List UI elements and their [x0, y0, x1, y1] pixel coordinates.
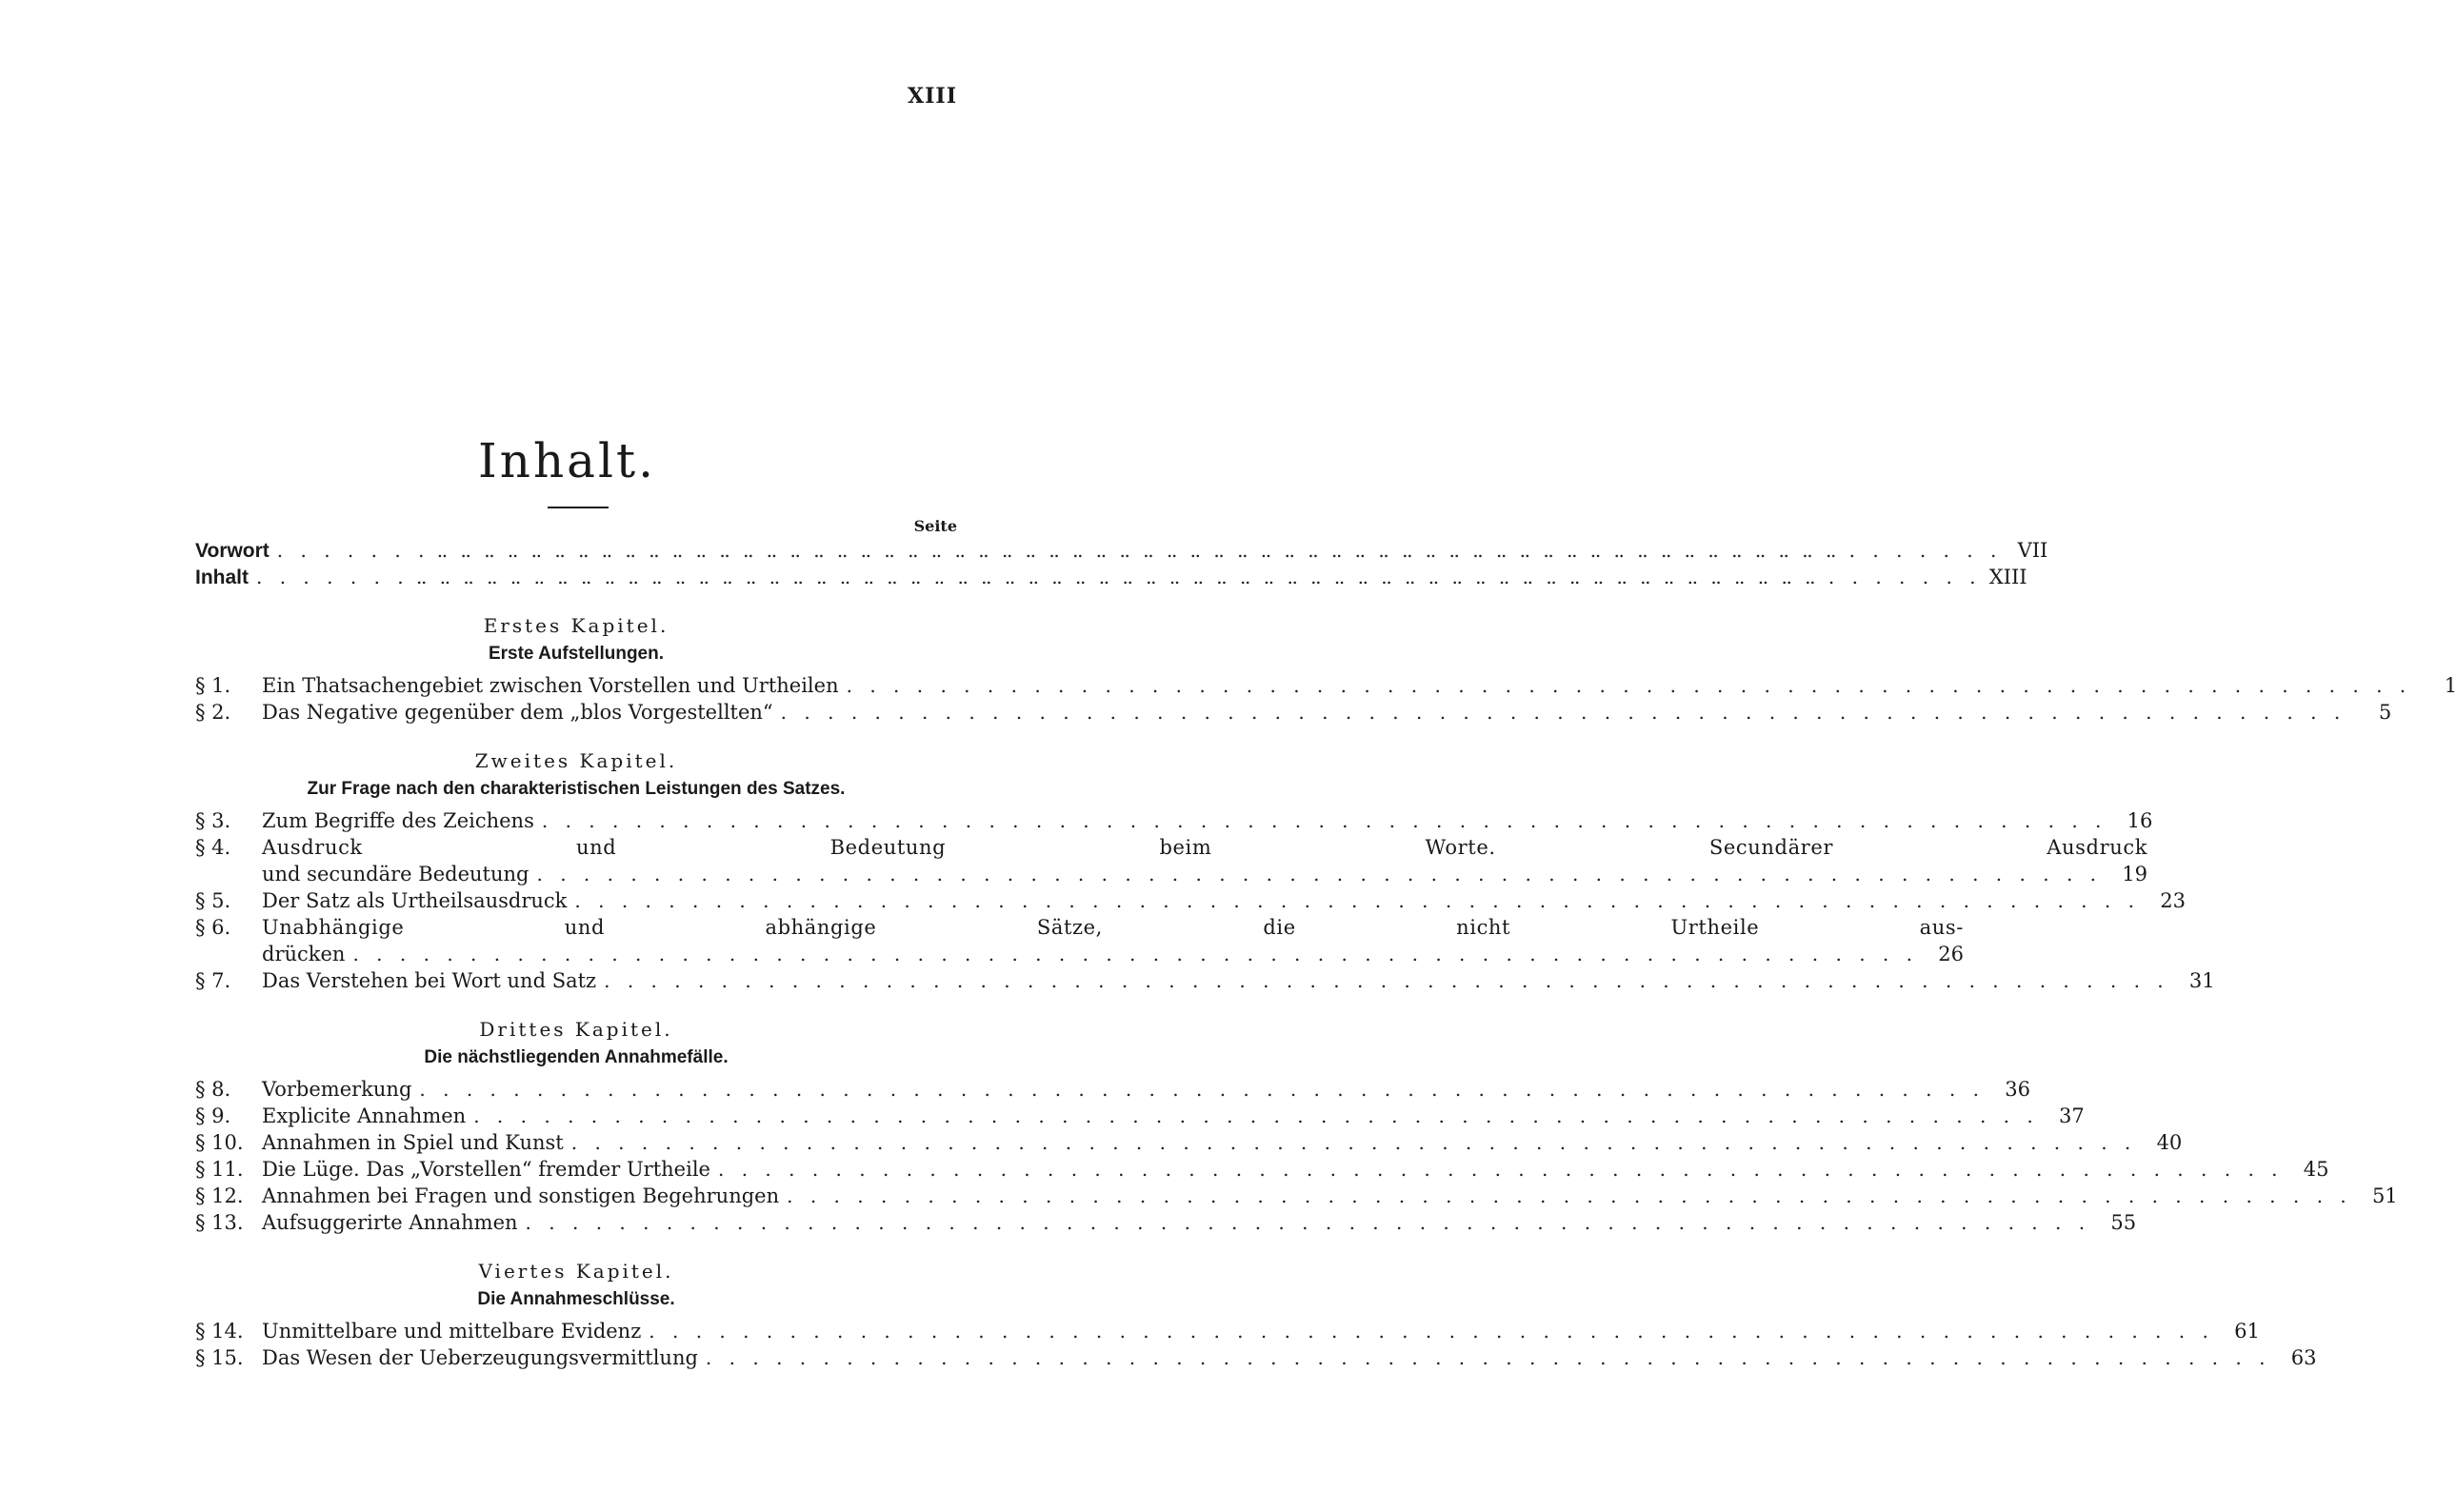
entry-title: Das Negative gegenüber dem „blos Vorgestellten“	[262, 701, 773, 724]
leader-dots	[419, 1076, 1985, 1103]
toc-entry	[195, 1156, 2329, 1183]
toc-front-entry	[195, 564, 2028, 590]
leader-dots	[437, 537, 2003, 564]
entry-title: Explicite Annahmen	[262, 1104, 467, 1127]
chapter-heading	[195, 1015, 957, 1072]
entry-title: Annahmen bei Fragen und sonstigen Begehrungen	[262, 1184, 780, 1207]
entry-title: Annahmen in Spiel und Kunst	[262, 1131, 564, 1154]
toc-entry	[195, 834, 2148, 887]
toc-entry	[195, 1129, 2183, 1156]
entry-page: 1	[2444, 674, 2457, 697]
section-number: § 3.	[195, 809, 231, 832]
chapter-heading	[195, 611, 957, 668]
toc-entry	[195, 1183, 2398, 1209]
section-number: § 2.	[195, 701, 231, 724]
front-entry-label: Inhalt	[195, 567, 249, 588]
section-number: § 8.	[195, 1078, 231, 1101]
section-number: § 11.	[195, 1158, 244, 1181]
section-number: § 14.	[195, 1320, 244, 1343]
toc-front-entry	[195, 537, 2048, 564]
title-divider	[548, 507, 609, 508]
toc-entry	[195, 672, 2457, 699]
toc-entry	[195, 1209, 2137, 1236]
leader-dots	[781, 699, 2347, 726]
page-title: Inhalt.	[478, 433, 656, 488]
front-entry-page: VII	[2017, 539, 2048, 562]
entry-title: Aufsuggerirte Annahmen	[262, 1211, 518, 1234]
leader-dots	[718, 1156, 2284, 1183]
toc-entry	[195, 699, 2392, 726]
leader-dots	[352, 941, 1918, 967]
entry-page: 51	[2371, 1184, 2398, 1207]
chapter-title: Erste Aufstellungen.	[488, 644, 665, 664]
leader-dots	[706, 1344, 2271, 1371]
leader-dots	[787, 1183, 2352, 1209]
toc-entry	[195, 1103, 2085, 1129]
entry-title-line-2: drücken	[262, 943, 346, 965]
section-number: § 6.	[195, 916, 231, 939]
leader-dots	[277, 537, 391, 564]
entry-title: Unmittelbare und mittelbare Evidenz	[262, 1320, 642, 1343]
chapter-number: Erstes Kapitel.	[483, 614, 669, 637]
toc-entry	[195, 887, 2186, 914]
leader-dots	[574, 887, 2140, 914]
section-number: § 4.	[195, 836, 231, 859]
page-column-header: Seite	[913, 517, 957, 535]
entry-page: 16	[2127, 809, 2153, 832]
leader-dots	[571, 1129, 2137, 1156]
chapter-title: Die Annahmeschlüsse.	[477, 1289, 675, 1309]
front-entry-label: Vorwort	[195, 540, 270, 562]
entry-title: Das Verstehen bei Wort und Satz	[262, 969, 597, 992]
section-number: § 5.	[195, 889, 231, 912]
entry-title: Der Satz als Urtheilsausdruck	[262, 889, 568, 912]
toc-entry	[195, 807, 2153, 834]
section-number: § 1.	[195, 674, 231, 697]
chapter-heading	[195, 746, 957, 804]
chapter-title: Die nächstliegenden Annahmefälle.	[424, 1047, 729, 1067]
section-number: § 12.	[195, 1184, 244, 1207]
entry-page: 37	[2059, 1104, 2085, 1127]
entry-page: 31	[2188, 969, 2215, 992]
toc-entry	[195, 967, 2215, 994]
toc-entry	[195, 914, 1964, 967]
section-number: § 15.	[195, 1346, 244, 1369]
entry-page: 45	[2303, 1158, 2329, 1181]
entry-page: 63	[2290, 1346, 2317, 1369]
leader-dots	[536, 861, 2102, 887]
toc-entry	[195, 1318, 2260, 1344]
entry-title-line-1: Ausdruck und Bedeutung beim Worte. Secundärer Ausdruck	[262, 836, 2148, 859]
leader-dots	[542, 807, 2107, 834]
leader-dots	[604, 967, 2169, 994]
leader-dots	[847, 672, 2412, 699]
page-number: XIII	[908, 84, 957, 109]
leader-dots	[416, 564, 1982, 590]
entry-title-line-2: und secundäre Bedeutung	[262, 863, 529, 885]
table-of-contents	[195, 516, 2457, 1371]
toc-entry	[195, 1076, 2030, 1103]
chapter-number: Drittes Kapitel.	[479, 1018, 673, 1041]
entry-page: 61	[2234, 1320, 2260, 1343]
chapter-number: Zweites Kapitel.	[474, 749, 678, 772]
leader-dots	[473, 1103, 2039, 1129]
section-number: § 10.	[195, 1131, 244, 1154]
section-number: § 13.	[195, 1211, 244, 1234]
entry-page: 40	[2156, 1131, 2183, 1154]
entry-page: 23	[2160, 889, 2186, 912]
entry-title: Das Wesen der Ueberzeugungsvermittlung	[262, 1346, 698, 1369]
entry-title: Ein Thatsachengebiet zwischen Vorstellen und Urtheilen	[262, 674, 839, 697]
entry-title: Zum Begriffe des Zeichens	[262, 809, 534, 832]
entry-title-line-1: Unabhängige und abhängige Sätze, die nicht Urtheile aus-	[262, 916, 1964, 939]
entry-page: 5	[2378, 701, 2392, 724]
toc-entry	[195, 1344, 2317, 1371]
leader-dots	[649, 1318, 2214, 1344]
chapter-title: Zur Frage nach den charakteristischen Leistungen des Satzes.	[307, 779, 846, 799]
chapter-heading	[195, 1257, 957, 1314]
entry-page: 19	[2122, 863, 2148, 885]
entry-title: Die Lüge. Das „Vorstellen“ fremder Urtheile	[262, 1158, 710, 1181]
leader-dots	[526, 1209, 2091, 1236]
front-entry-page: XIII	[1988, 566, 2028, 588]
entry-title: Vorbemerkung	[262, 1078, 412, 1101]
chapter-number: Viertes Kapitel.	[478, 1260, 674, 1283]
entry-page: 26	[1938, 943, 1964, 965]
entry-page: 55	[2110, 1211, 2137, 1234]
section-number: § 7.	[195, 969, 231, 992]
section-number: § 9.	[195, 1104, 231, 1127]
entry-page: 36	[2005, 1078, 2030, 1101]
leader-dots	[256, 564, 370, 590]
